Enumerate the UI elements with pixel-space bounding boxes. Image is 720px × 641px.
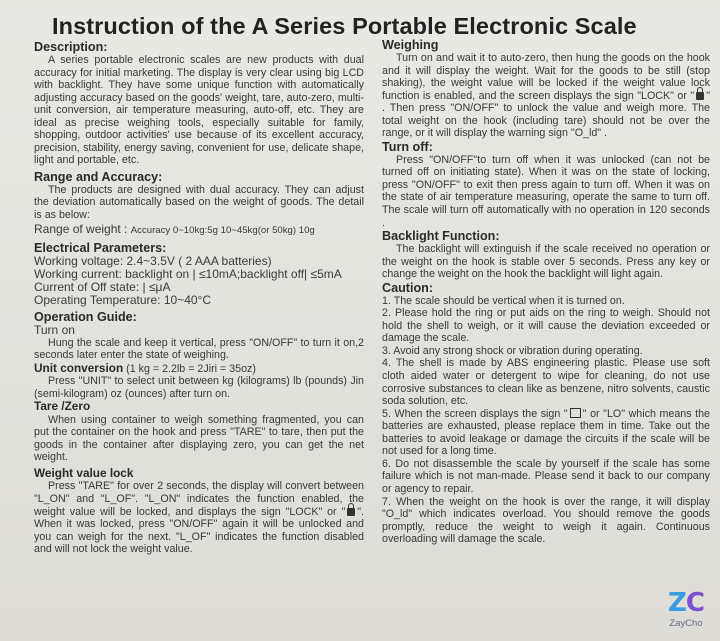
caution-item: 4. The shell is made by ABS engineering plastic. Please use soft cloth aided water or detergent to wipe for cleaning, do not use corrosive substances to clean like as benzene, nitro solvents, caustic soda solution, etc. <box>382 357 710 408</box>
weight-lock-text <box>34 480 364 555</box>
description-heading: Description: <box>34 40 108 54</box>
range-of-weight-line <box>34 222 364 238</box>
weighing-text <box>382 52 710 140</box>
tare-zero-text: When using container to weigh something fragmented, you can put the container on the hook and press "TARE" to tare, then put the goods in the container after displaying zero, you can get the net weight. <box>34 413 364 464</box>
caution-heading: Caution: <box>382 280 434 295</box>
unit-conversion-heading: Unit conversion <box>34 360 124 375</box>
watermark-logo <box>664 588 708 638</box>
range-heading: Range and Accuracy: <box>34 169 163 184</box>
weighing-text-part1: Turn on and wait it to auto-zero, then hung the goods on the hook and it will display the weight. Wait for the goods to be still (stop shaking), the weight value will be locked if the weight value lock function is enabled, and the screen displays the sign "LOCK" or " <box>382 52 710 102</box>
operating-temperature: Operating Temperature: 10~40°C <box>34 292 212 307</box>
caution-item5-part2: " or "LO" which means the batteries are exhausted, please replace them in time. Take out the batteries to avoid leakage or damage the circuits if the scale will be not used for a long time. <box>382 407 711 458</box>
battery-icon <box>570 408 581 418</box>
weight-lock-heading: Weight value lock <box>34 465 134 480</box>
turn-off-heading: Turn off: <box>382 139 433 154</box>
weight-lock-text-part1: Press "TARE" for over 2 seconds, the display will convert between "L_ON" and "L_OF". "L_ON" indicates the function enabled, the weight value will be locked, and displays the sign "LOCK" or " <box>34 480 364 518</box>
working-voltage: Working voltage: 2.4~3.5V ( 2 AAA batteries) <box>34 253 272 268</box>
document-title: Instruction of the A Series Portable Electronic Scale <box>52 13 637 39</box>
logo-mark: ZC <box>668 588 704 618</box>
unit-conversion-text: Press "UNIT" to select unit between kg (kilograms) lb (pounds) Jin (semi-kilogram) oz (ounces) after turn on. <box>34 375 364 400</box>
lock-icon <box>696 92 704 100</box>
caution-item: 1. The scale should be vertical when it is turned on. <box>382 294 625 307</box>
range-label: Range of weight : <box>34 221 128 236</box>
caution-item: 3. Avoid any strong shock or vibration during operating. <box>382 344 643 357</box>
turn-on-heading: Turn on <box>34 322 75 337</box>
turn-off-text: Press "ON/OFF"to turn off when it was unlocked (can not be turned off on initiating state). When it was on the state of locking, press "ON/OFF" to exit then press again to turn off. When it was on the state of air temperature measuring, operate the same to turn off. The scale will turn off automatically with no operation in 120 seconds . <box>382 153 710 229</box>
weight-lock-text-part2: ". When it was locked, press "ON/OFF" again it will be unlocked and you can weigh for the next. "L_OF" indicates the function disabled and will not lock the weight value. <box>34 505 364 556</box>
unit-conversion-line <box>34 362 364 376</box>
caution-item5-part1: 5. When the screen displays the sign " <box>382 407 568 420</box>
caution-item <box>382 408 710 458</box>
backlight-heading: Backlight Function: <box>382 229 500 244</box>
backlight-text: The backlight will extinguish if the scale received no operation or the weight on the hook is stable over 5 seconds. Press any key or change the weight on the hook the backlight will light again. <box>382 243 710 281</box>
range-value: Accuracy 0~10kg:5g 10~45kg(or 50kg) 10g <box>130 224 315 236</box>
caution-item: 2. Please hold the ring or put aids on the ring to weigh. Should not hold the shell to weigh, or it will cause the deviation exceeded or damage the scale. <box>382 307 710 345</box>
right-column <box>382 38 710 546</box>
lock-icon <box>347 508 355 516</box>
unit-conversion-note: (1 kg = 2.2lb = 2Jiri = 35oz) <box>126 362 256 375</box>
off-state-current: Current of Off state: | ≤μA <box>34 279 171 294</box>
logo-name: ZayCho <box>669 618 703 629</box>
electrical-heading: Electrical Parameters: <box>34 240 167 255</box>
range-text: The products are designed with dual accuracy. They can adjust the deviation automatically based on the weight of goods. The detail is as below: <box>34 183 364 222</box>
turn-on-text: Hung the scale and keep it vertical, press "ON/OFF" to turn it on,2 seconds later enter the state of weighing. <box>34 336 364 362</box>
tare-zero-heading: Tare /Zero <box>34 399 91 414</box>
description-text: A series portable electronic scales are new products with dual accuracy for initial marketing. The display is very clear using big LCD with backlight. They have some unique function with automatically adjusting accuracy based on the goods' weight, tare, auto-zero, multi-unit conversion, air temperature measuring, auto-off, etc. They are ideal as precise weighing tools, especially suitable for family, shopping, outdoor activities' use because of its excellent accuracy, precision, stability, energy saving, convenient for use, delicate shape, light and portable, etc. <box>34 54 364 167</box>
caution-item: 6. Do not disassemble the scale by yourself if the scale has some failure which is not man-made. Please send it back to our company or agency to repair. <box>382 457 710 495</box>
weighing-text-part2: " . Then press "ON/OFF" to unlock the value and weigh more. The total weight on the hook (including tare) should not be over the range, or it will display the warning sign "O_ld" . <box>382 89 710 140</box>
working-current: Working current: backlight on | ≤10mA;backlight off| ≤5mA <box>34 266 342 281</box>
caution-item: 7. When the weight on the hook is over the range, it will display "O_ld" which indicates overload. You should remove the goods promptly, reduce the weight to weigh it again. Continuous overloading will damage the scale. <box>382 495 710 546</box>
left-column <box>34 40 364 556</box>
weighing-heading: Weighing <box>382 38 439 52</box>
operation-heading: Operation Guide: <box>34 309 137 324</box>
